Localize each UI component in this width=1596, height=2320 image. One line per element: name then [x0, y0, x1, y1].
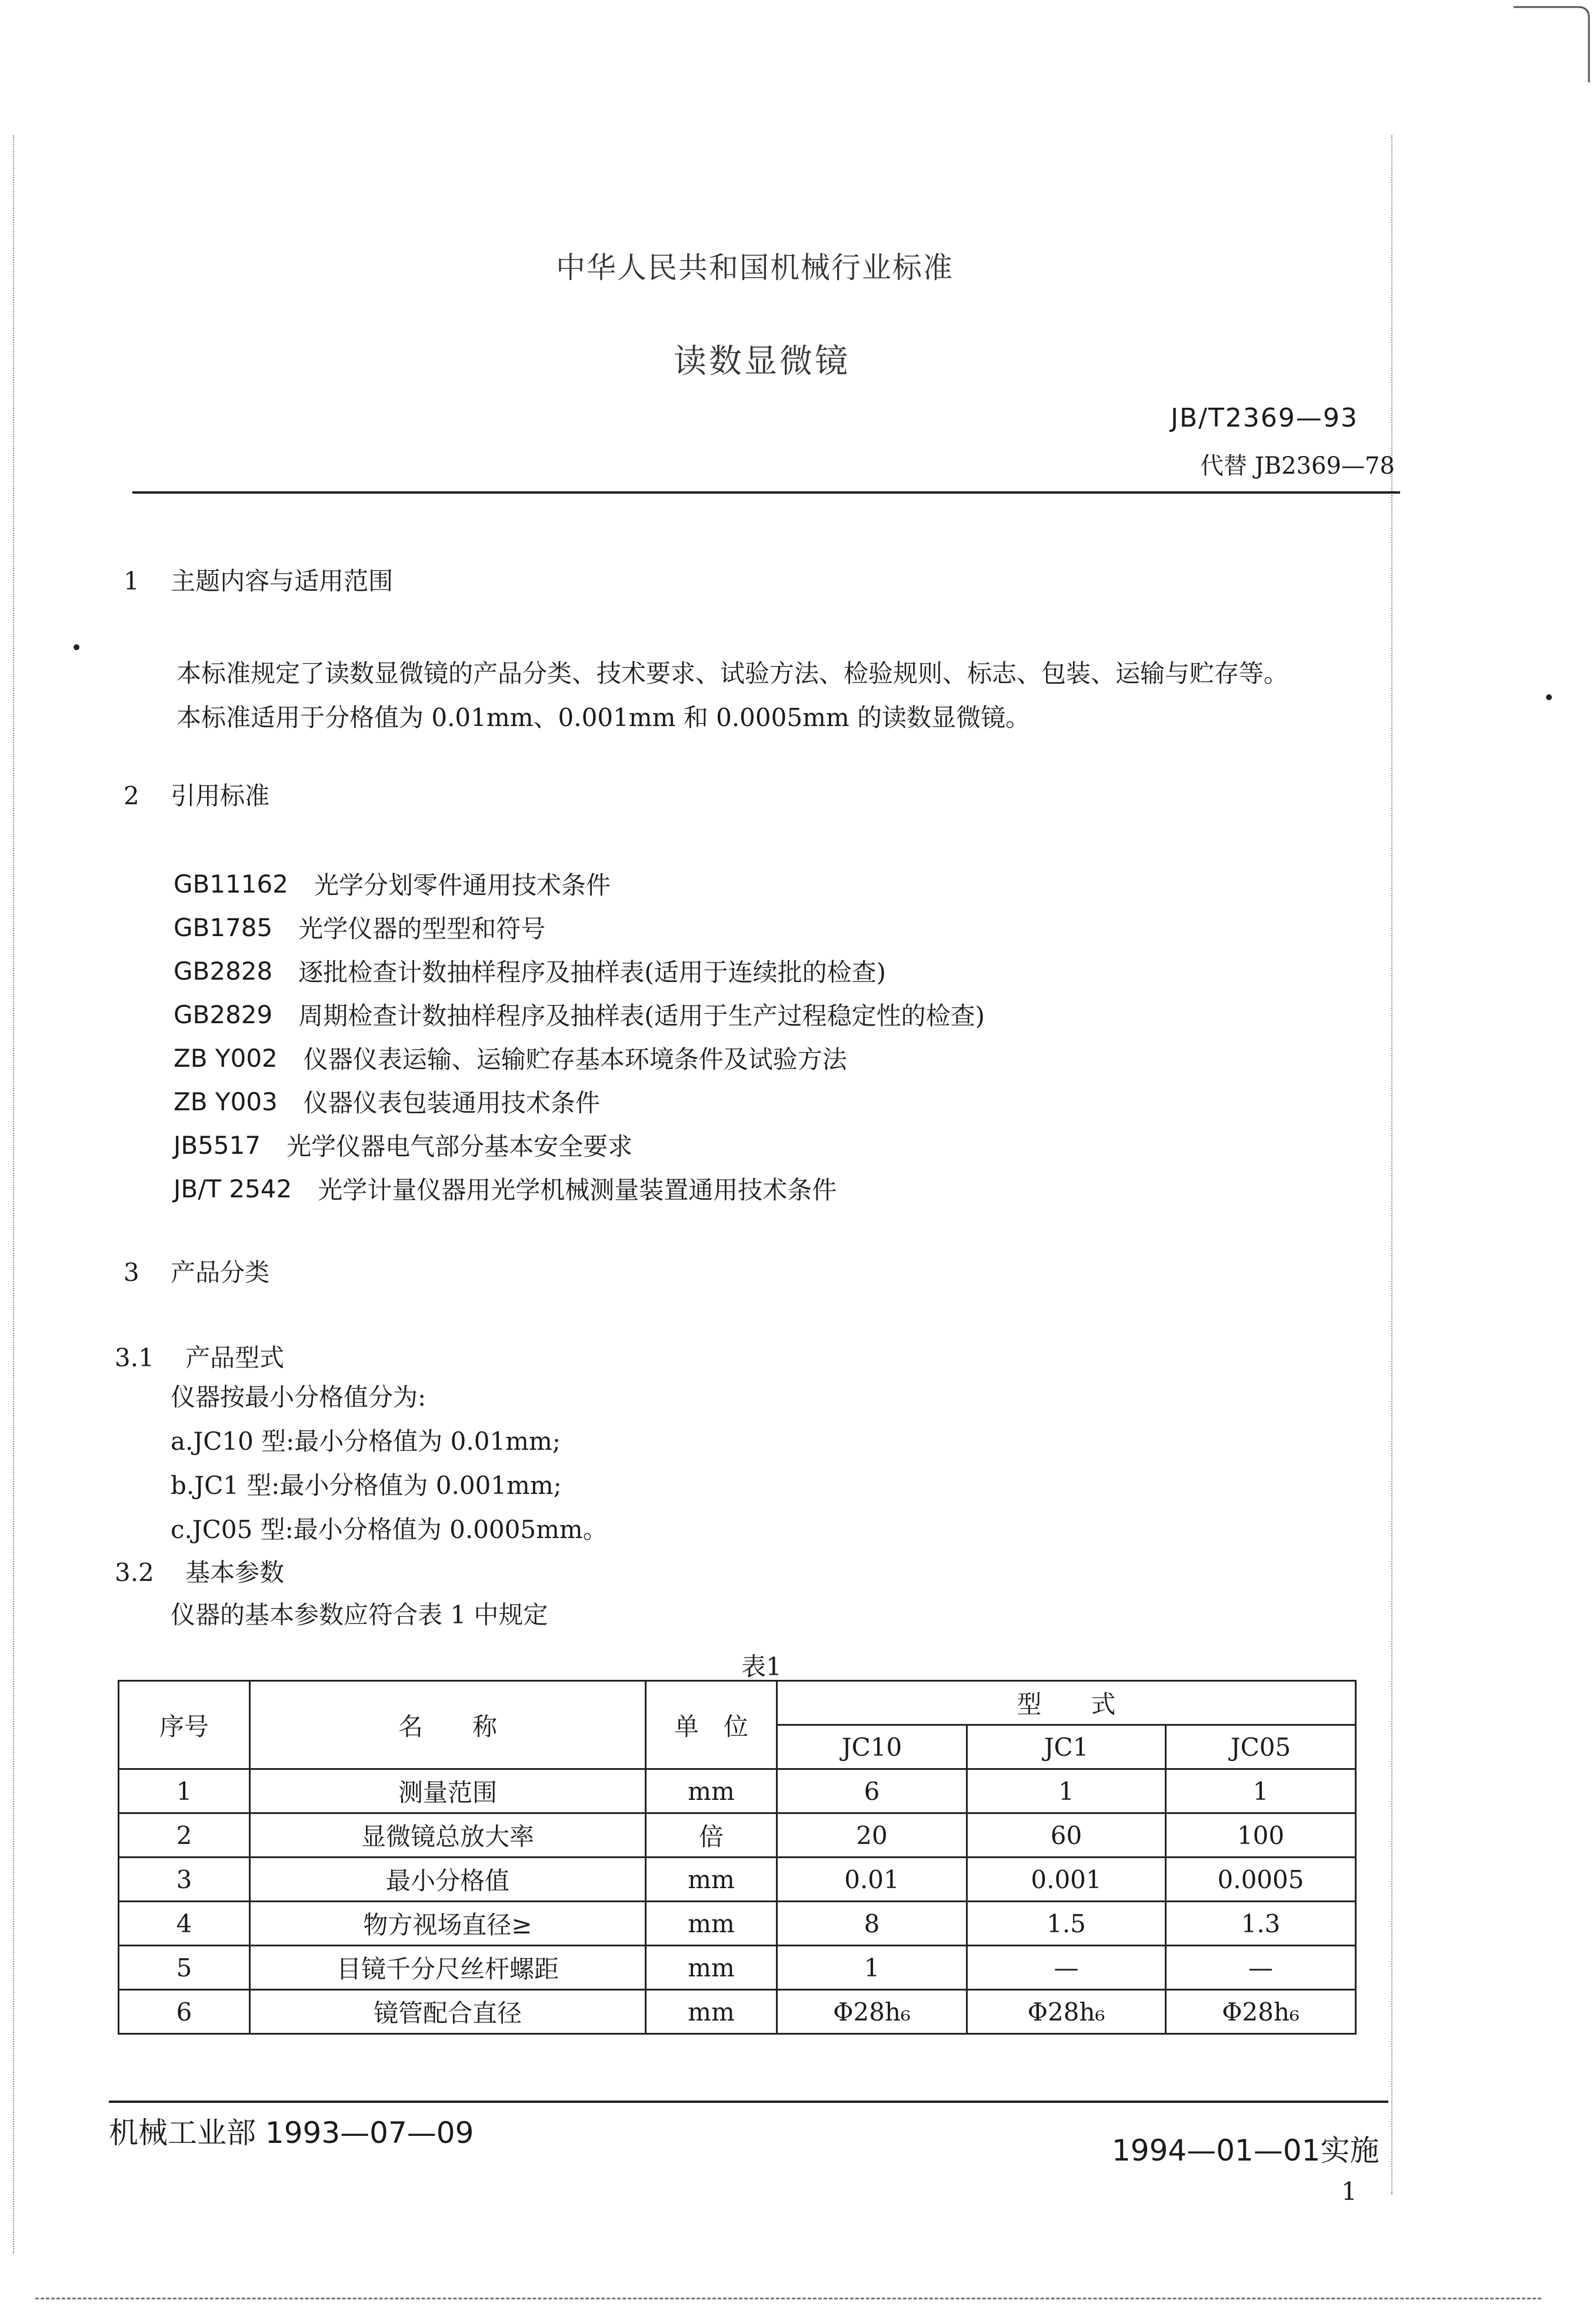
- table-cell: 60: [967, 1813, 1166, 1858]
- table-cell: 镜管配合直径: [250, 1990, 646, 2034]
- reference-item: [174, 1167, 985, 1210]
- section-number: 2: [124, 781, 139, 810]
- page-fold-mark: [1508, 0, 1596, 88]
- table-row: [119, 1990, 1356, 2034]
- header-rule: [132, 491, 1400, 494]
- standard-code: JB/T2369—93: [1171, 403, 1358, 433]
- table-header-row: [119, 1681, 1356, 1725]
- table-cell: mm: [646, 1990, 777, 2034]
- table-caption: 表1: [741, 1652, 782, 1681]
- reference-name: 光学仪器电气部分基本安全要求: [286, 1132, 633, 1161]
- header-cell: 单 位: [646, 1681, 777, 1769]
- table-cell: Φ28h₆: [1166, 1990, 1356, 2034]
- document-title: 读数显微镜: [674, 342, 850, 381]
- table-cell: mm: [646, 1769, 777, 1813]
- table-row: [119, 1858, 1356, 1902]
- table-cell: 2: [119, 1813, 250, 1858]
- header-cell: 序号: [119, 1681, 250, 1769]
- footer-rule: [109, 2101, 1388, 2103]
- table-cell: 0.0005: [1166, 1858, 1356, 1902]
- reference-code: JB/T 2542: [174, 1174, 292, 1203]
- table-cell: 最小分格值: [250, 1858, 646, 1902]
- header-cell: JC1: [967, 1725, 1166, 1769]
- table-cell: 20: [777, 1813, 967, 1858]
- standard-org-heading: 中华人民共和国机械行业标准: [556, 251, 954, 285]
- table-cell: 3: [119, 1858, 250, 1902]
- reference-name: 逐批检查计数抽样程序及抽样表(适用于连续批的检查): [298, 958, 887, 987]
- table-cell: mm: [646, 1858, 777, 1902]
- table-cell: 5: [119, 1946, 250, 1990]
- reference-code: GB2828: [174, 956, 273, 986]
- effective-date: 1994—01—01实施: [1112, 2133, 1380, 2168]
- table-cell: 6: [777, 1769, 967, 1813]
- table-cell: 8: [777, 1902, 967, 1946]
- model-intro: 仪器按最小分格值分为:: [171, 1383, 427, 1412]
- scan-bottom-edge: [35, 2298, 1541, 2299]
- table-cell: mm: [646, 1902, 777, 1946]
- reference-item: [174, 993, 985, 1036]
- model-item: a.JC10 型:最小分格值为 0.01mm;: [171, 1427, 561, 1456]
- table-cell: —: [1166, 1946, 1356, 1990]
- parameters-table: [118, 1680, 1357, 2035]
- table-row: [119, 1902, 1356, 1946]
- table-row: [119, 1769, 1356, 1813]
- scan-edge-right: [1391, 135, 1392, 2195]
- section-1-heading: [124, 562, 393, 597]
- reference-code: GB1785: [174, 913, 273, 942]
- reference-code: ZB Y002: [174, 1043, 278, 1073]
- reference-name: 光学计量仪器用光学机械测量装置通用技术条件: [318, 1176, 837, 1204]
- subsection-title: 产品型式: [185, 1343, 285, 1372]
- table-cell: —: [967, 1946, 1166, 1990]
- reference-name: 光学仪器的型型和符号: [298, 914, 546, 943]
- reference-item: [174, 1036, 985, 1080]
- page-number: 1: [1341, 2177, 1357, 2206]
- subsection-number: 3.1: [115, 1343, 154, 1372]
- reference-name: 仪器仪表运输、运输贮存基本环境条件及试验方法: [303, 1045, 847, 1074]
- reference-item: [174, 862, 985, 906]
- reference-code: ZB Y003: [174, 1087, 278, 1116]
- table-cell: 1.3: [1166, 1902, 1356, 1946]
- table-cell: 1.5: [967, 1902, 1166, 1946]
- section-2-heading: [124, 777, 269, 812]
- scope-paragraph-2: 本标准适用于分格值为 0.01mm、0.001mm 和 0.0005mm 的读数显微镜。: [176, 703, 1031, 732]
- scan-speck: [1546, 694, 1552, 700]
- table-cell: 6: [119, 1990, 250, 2034]
- reference-code: GB11162: [174, 869, 288, 898]
- reference-item: [174, 906, 985, 949]
- table-cell: 0.01: [777, 1858, 967, 1902]
- reference-item: [174, 1080, 985, 1123]
- table-cell: 倍: [646, 1813, 777, 1858]
- table-cell: 目镜千分尺丝杆螺距: [250, 1946, 646, 1990]
- table-cell: 4: [119, 1902, 250, 1946]
- model-item: c.JC05 型:最小分格值为 0.0005mm。: [171, 1515, 608, 1544]
- subsection-number: 3.2: [115, 1558, 154, 1587]
- reference-name: 周期检查计数抽样程序及抽样表(适用于生产过程稳定性的检查): [298, 1001, 985, 1030]
- section-title: 引用标准: [171, 781, 270, 810]
- table-cell: 物方视场直径≥: [250, 1902, 646, 1946]
- scope-paragraph-1: 本标准规定了读数显微镜的产品分类、技术要求、试验方法、检验规则、标志、包装、运输与贮存等。: [176, 659, 1289, 688]
- table-cell: 0.001: [967, 1858, 1166, 1902]
- header-cell: JC05: [1166, 1725, 1356, 1769]
- table-cell: 1: [967, 1769, 1166, 1813]
- table-cell: 1: [1166, 1769, 1356, 1813]
- subsection-title: 基本参数: [185, 1558, 285, 1587]
- table-row: [119, 1946, 1356, 1990]
- section-title: 产品分类: [171, 1258, 270, 1287]
- reference-list: [174, 862, 985, 1210]
- scan-speck: [74, 644, 79, 650]
- header-cell: JC10: [777, 1725, 967, 1769]
- issuer-date: 机械工业部 1993—07—09: [109, 2116, 474, 2150]
- reference-name: 光学分划零件通用技术条件: [314, 871, 611, 900]
- table-cell: Φ28h₆: [777, 1990, 967, 2034]
- reference-code: GB2829: [174, 1000, 273, 1029]
- reference-code: JB5517: [174, 1130, 261, 1160]
- parameters-intro: 仪器的基本参数应符合表 1 中规定: [171, 1600, 548, 1629]
- subsection-3-2-heading: [115, 1553, 284, 1589]
- table-cell: 1: [777, 1946, 967, 1990]
- table-cell: 100: [1166, 1813, 1356, 1858]
- section-number: 1: [124, 567, 139, 595]
- section-3-heading: [124, 1253, 269, 1289]
- table-cell: mm: [646, 1946, 777, 1990]
- replaces-code: 代替 JB2369—78: [1200, 452, 1395, 480]
- reference-name: 仪器仪表包装通用技术条件: [303, 1089, 600, 1117]
- header-cell: 名 称: [250, 1681, 646, 1769]
- table-cell: 1: [119, 1769, 250, 1813]
- scan-edge-left: [13, 135, 14, 2254]
- reference-item: [174, 1123, 985, 1167]
- table-cell: 显微镜总放大率: [250, 1813, 646, 1858]
- table-cell: Φ28h₆: [967, 1990, 1166, 2034]
- table-row: [119, 1813, 1356, 1858]
- table-cell: 测量范围: [250, 1769, 646, 1813]
- model-item: b.JC1 型:最小分格值为 0.001mm;: [171, 1471, 562, 1500]
- section-number: 3: [124, 1258, 139, 1287]
- subsection-3-1-heading: [115, 1339, 284, 1374]
- reference-item: [174, 949, 985, 993]
- header-cell: 型 式: [777, 1681, 1356, 1725]
- section-title: 主题内容与适用范围: [171, 567, 394, 595]
